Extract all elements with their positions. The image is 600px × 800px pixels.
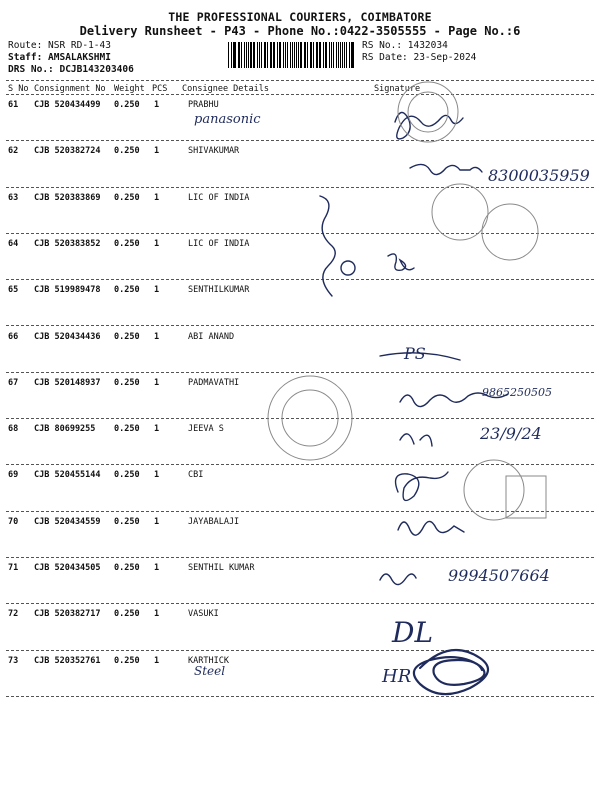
- row-weight: 0.250: [114, 192, 140, 203]
- barcode-bar: [239, 42, 240, 68]
- rs-number: RS No.: 1432034: [362, 40, 448, 51]
- row-pcs: 1: [154, 516, 160, 527]
- row-sno: 64: [8, 238, 19, 249]
- col-header-weight: Weight: [114, 84, 145, 94]
- barcode-bar: [294, 42, 295, 68]
- row-consignee: CBI: [188, 470, 204, 481]
- barcode-bar: [264, 42, 265, 68]
- row-weight: 0.250: [114, 609, 140, 620]
- barcode-bar: [231, 42, 232, 68]
- row-pcs: 1: [154, 377, 160, 388]
- header-divider-bottom: [6, 94, 594, 95]
- row-consignee: VASUKI: [188, 609, 219, 620]
- header-divider-top: [6, 80, 594, 81]
- row-consignment-no: CJB 520383869: [34, 192, 101, 203]
- barcode-bar: [325, 42, 326, 68]
- row-consignment-no: CJB 80699255: [34, 424, 96, 435]
- row-pcs: 1: [154, 192, 160, 203]
- row-sno: 65: [8, 285, 19, 296]
- table-row: [0, 605, 600, 651]
- barcode-bar: [320, 42, 321, 68]
- signature-row66-text: PS: [404, 344, 426, 363]
- row-pcs: 1: [154, 331, 160, 342]
- row-sno: 71: [8, 563, 19, 573]
- row-consignee: LIC OF INDIA: [188, 192, 250, 203]
- row-consignment-no: CJB 520434499: [34, 100, 101, 110]
- table-row: [0, 513, 600, 559]
- row-pcs: 1: [154, 424, 160, 435]
- barcode-bar: [352, 42, 354, 68]
- row-consignment-no: CJB 519989478: [34, 285, 101, 296]
- note-row73: Steel: [194, 664, 226, 678]
- row-pcs: 1: [154, 100, 160, 110]
- table-row: [0, 328, 600, 374]
- table-row: [0, 96, 600, 142]
- row-weight: 0.250: [114, 285, 140, 296]
- row-sno: 68: [8, 424, 19, 435]
- row-sno: 69: [8, 470, 19, 481]
- row-sno: 73: [8, 655, 19, 666]
- row-sno: 67: [8, 377, 19, 388]
- row-consignee: SENTHILKUMAR: [188, 285, 250, 296]
- row-divider: [6, 603, 594, 604]
- row-consignment-no: CJB 520455144: [34, 470, 101, 481]
- barcode-bar: [270, 42, 271, 68]
- barcode-bar: [250, 42, 252, 68]
- barcode-bar: [298, 42, 299, 68]
- table-row: [0, 235, 600, 281]
- barcode-bar: [304, 42, 305, 68]
- col-header-signature: Signature: [374, 84, 421, 94]
- barcode-bar: [280, 42, 281, 68]
- barcode-bar: [261, 42, 262, 68]
- row-weight: 0.250: [114, 424, 140, 435]
- row-pcs: 1: [154, 285, 160, 296]
- row-divider: [6, 372, 594, 373]
- row-sno: 70: [8, 516, 19, 527]
- barcode-bar: [323, 42, 324, 68]
- date-row68: 23/9/24: [480, 424, 542, 443]
- barcode-bar: [267, 42, 269, 68]
- row-sno: 63: [8, 192, 19, 203]
- row-sno: 72: [8, 609, 19, 620]
- barcode-bar: [307, 42, 308, 68]
- barcode-bar: [326, 42, 327, 68]
- barcode-bar: [244, 42, 245, 68]
- row-divider: [6, 464, 594, 465]
- row-sno: 62: [8, 146, 19, 157]
- barcode-bar: [351, 42, 352, 68]
- barcode-bar: [238, 42, 239, 68]
- row-divider: [6, 325, 594, 326]
- barcode-bar: [259, 42, 260, 68]
- phone-row71: 9994507664: [448, 566, 550, 585]
- row-pcs: 1: [154, 609, 160, 620]
- row-divider: [6, 650, 594, 651]
- row-consignee: LIC OF INDIA: [188, 238, 250, 249]
- row-weight: 0.250: [114, 377, 140, 388]
- barcode-bar: [319, 42, 320, 68]
- barcode-bar: [246, 42, 247, 68]
- row-pcs: 1: [154, 563, 160, 573]
- barcode: [228, 42, 356, 68]
- barcode-bar: [257, 42, 258, 68]
- row-weight: 0.250: [114, 470, 140, 481]
- row-divider: [6, 279, 594, 280]
- barcode-bar: [310, 42, 311, 68]
- barcode-bar: [296, 42, 297, 68]
- barcode-bar: [292, 42, 293, 68]
- barcode-bar: [287, 42, 288, 68]
- row-pcs: 1: [154, 238, 160, 249]
- barcode-bar: [228, 42, 229, 68]
- barcode-bar: [342, 42, 343, 68]
- barcode-bar: [253, 42, 254, 68]
- barcode-bar: [305, 42, 306, 68]
- row-consignee: SENTHIL KUMAR: [188, 563, 255, 573]
- row-sno: 66: [8, 331, 19, 342]
- barcode-bar: [274, 42, 275, 68]
- row-consignment-no: CJB 520382717: [34, 609, 101, 620]
- row-pcs: 1: [154, 470, 160, 481]
- barcode-bar: [248, 42, 249, 68]
- row-consignee: SHIVAKUMAR: [188, 146, 240, 157]
- row-consignee: KARTHICK: [188, 655, 229, 666]
- barcode-bar: [265, 42, 266, 68]
- table-row: [0, 189, 600, 235]
- phone-row67: 9865250505: [482, 386, 552, 399]
- row-consignment-no: CJB 520434505: [34, 563, 101, 573]
- row-divider: [6, 187, 594, 188]
- row-consignment-no: CJB 520382724: [34, 146, 101, 157]
- barcode-bar: [241, 42, 242, 68]
- barcode-bar: [277, 42, 278, 68]
- row-weight: 0.250: [114, 100, 140, 110]
- row-consignee: ABI ANAND: [188, 331, 235, 342]
- row-consignment-no: CJB 520148937: [34, 377, 101, 388]
- row-consignee: JEEVA S: [188, 424, 224, 435]
- row-divider: [6, 418, 594, 419]
- signature-row73-text: HR: [382, 666, 412, 687]
- staff-label: Staff: AMSALAKSHMI: [8, 52, 111, 63]
- row-divider: [6, 140, 594, 141]
- col-header-sno: S No: [8, 84, 29, 94]
- table-row: [0, 466, 600, 512]
- row-divider: [6, 696, 594, 697]
- runsheet-subtitle: Delivery Runsheet - P43 - Phone No.:0422-3505555 - Page No.:6: [79, 24, 521, 38]
- route-label: Route: NSR RD-1-43: [8, 40, 111, 51]
- row-consignment-no: CJB 520434559: [34, 516, 101, 527]
- row-consignee: PADMAVATHI: [188, 377, 240, 388]
- barcode-bar: [279, 42, 280, 68]
- barcode-bar: [254, 42, 255, 68]
- row-divider: [6, 511, 594, 512]
- barcode-bar: [313, 42, 314, 68]
- barcode-bar: [344, 42, 345, 68]
- row-divider: [6, 233, 594, 234]
- row-weight: 0.250: [114, 655, 140, 666]
- col-header-pcs: PCS: [152, 84, 168, 94]
- barcode-bar: [273, 42, 274, 68]
- row-consignment-no: CJB 520434436: [34, 331, 101, 342]
- barcode-bar: [333, 42, 334, 68]
- barcode-bar: [283, 42, 285, 68]
- barcode-bar: [338, 42, 339, 68]
- col-header-consignment: Consignment No: [34, 84, 106, 94]
- signature-row72: DL: [392, 616, 434, 649]
- row-divider: [6, 557, 594, 558]
- row-weight: 0.250: [114, 516, 140, 527]
- company-title: THE PROFESSIONAL COURIERS, COIMBATORE: [168, 10, 432, 24]
- barcode-bar: [340, 42, 341, 68]
- barcode-bar: [234, 42, 236, 68]
- col-header-consignee: Consignee Details: [182, 84, 269, 94]
- table-row: [0, 652, 600, 698]
- drs-number: DRS No.: DCJB143203406: [8, 64, 134, 75]
- row-weight: 0.250: [114, 331, 140, 342]
- row-consignment-no: CJB 520352761: [34, 655, 101, 666]
- row-consignment-no: CJB 520383852: [34, 238, 101, 249]
- row-pcs: 1: [154, 146, 160, 157]
- barcode-bar: [285, 42, 286, 68]
- barcode-bar: [336, 42, 338, 68]
- barcode-bar: [331, 42, 332, 68]
- row-pcs: 1: [154, 655, 160, 666]
- row-weight: 0.250: [114, 563, 140, 573]
- row-weight: 0.250: [114, 238, 140, 249]
- barcode-bar: [316, 42, 318, 68]
- rs-date: RS Date: 23-Sep-2024: [362, 52, 477, 63]
- barcode-bar: [300, 42, 302, 68]
- table-row: [0, 281, 600, 327]
- row-weight: 0.250: [114, 146, 140, 157]
- barcode-bar: [349, 42, 350, 68]
- barcode-bar: [290, 42, 291, 68]
- barcode-bar: [346, 42, 347, 68]
- phone-row62: 8300035959: [488, 166, 590, 185]
- row-sno: 61: [8, 100, 19, 110]
- note-row61: panasonic: [194, 112, 261, 127]
- barcode-bar: [311, 42, 312, 68]
- barcode-bar: [233, 42, 234, 68]
- row-consignee: JAYABALAJI: [188, 516, 240, 527]
- row-consignee: PRABHU: [188, 100, 219, 110]
- barcode-bar: [329, 42, 330, 68]
